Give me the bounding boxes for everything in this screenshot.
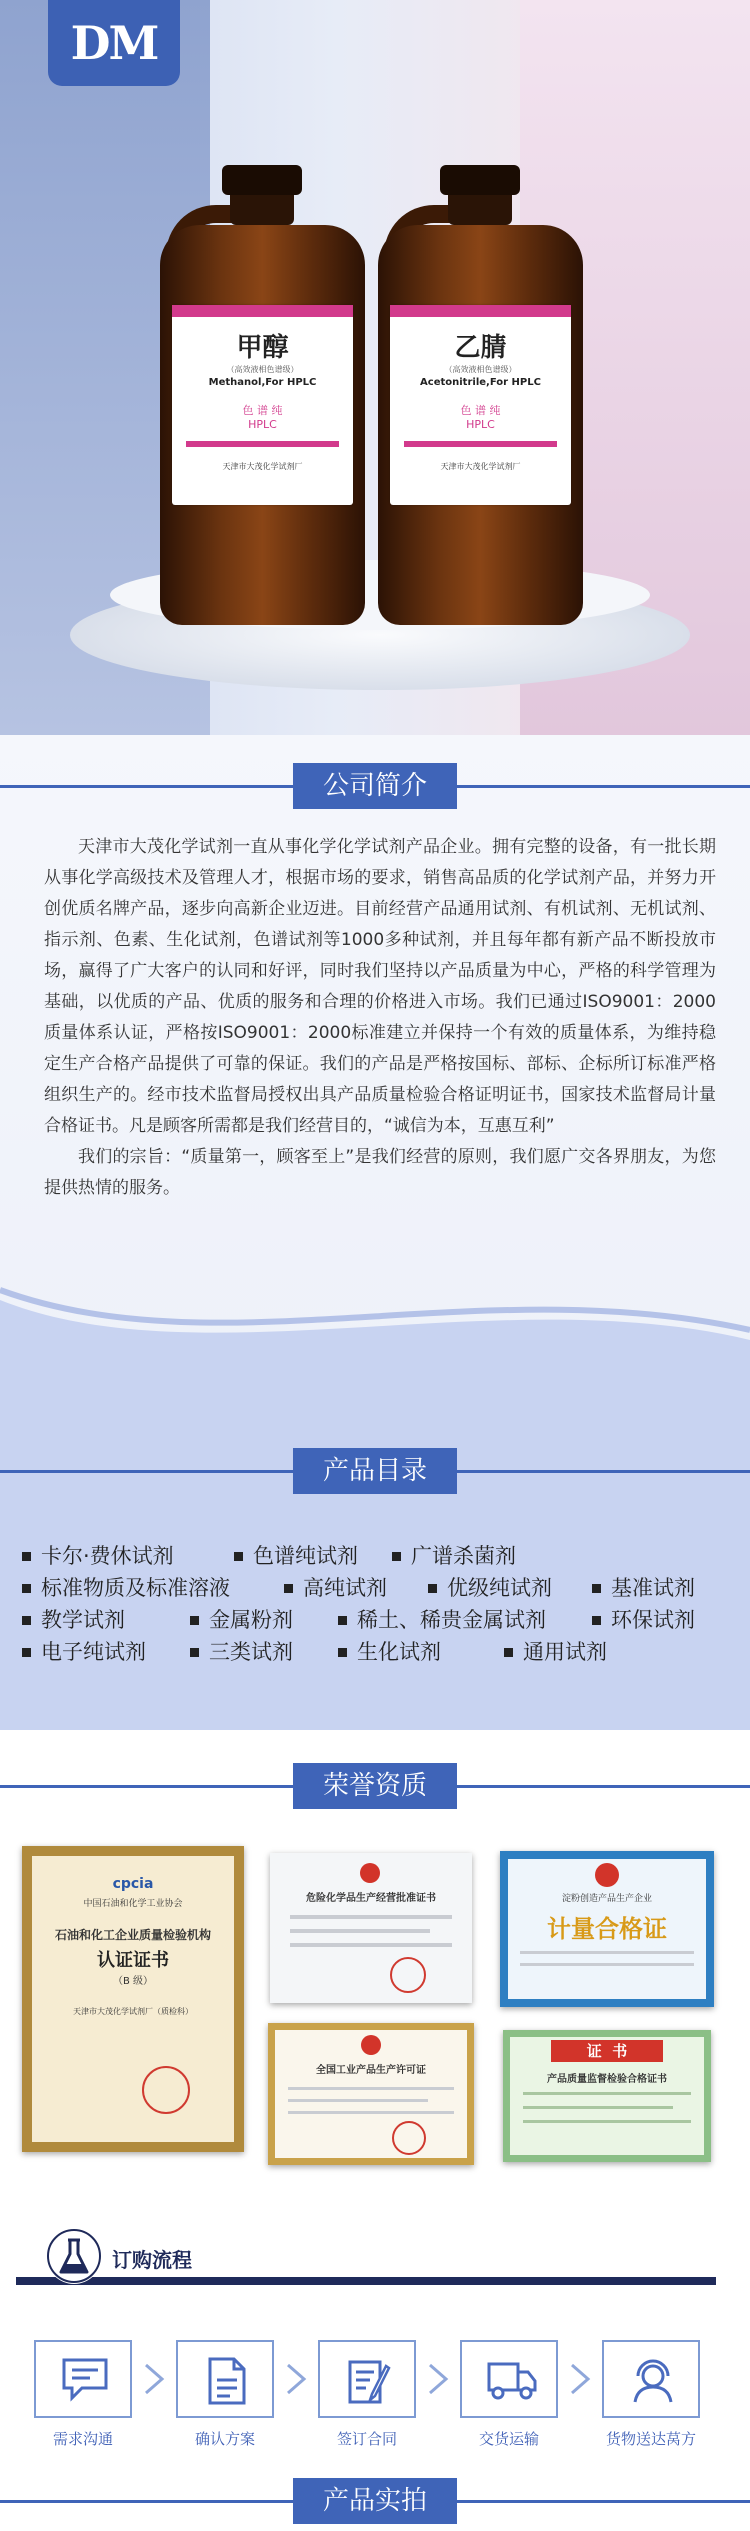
cert-name: 危险化学品生产经营批准证书 — [306, 1893, 436, 1904]
bullet-icon — [22, 1616, 31, 1625]
bullet-icon — [338, 1616, 347, 1625]
product-label: 生化试剂 — [357, 1640, 441, 1664]
label-band — [172, 305, 353, 317]
product-label: 卡尔·费休试剂 — [41, 1544, 174, 1568]
about-text — [44, 832, 716, 1204]
contract-pen-icon — [344, 2356, 394, 2406]
certificate-quality-supervision[interactable] — [503, 2030, 711, 2162]
chevron-right-icon — [426, 2362, 450, 2396]
product-label: 环保试剂 — [611, 1608, 695, 1632]
step-arrival[interactable] — [602, 2340, 700, 2418]
product-label: 稀土、稀贵金属试剂 — [357, 1608, 546, 1632]
product-label: 基准试剂 — [611, 1576, 695, 1600]
product-item[interactable] — [22, 1540, 234, 1572]
product-label: 通用试剂 — [523, 1640, 607, 1664]
cert-name: 产品质量监督检验合格证书 — [547, 2074, 667, 2085]
about-paragraph-1: 天津市大茂化学试剂一直从事化学化学试剂产品企业。拥有完整的设备，有一批长期从事化学高级技术及管理人才，根据市场的要求，销售高品质的化学试剂产品，并努力开创优质名牌产品，逐步向高新企业迈进。目前经营产品通用试剂、有机试剂、无机试剂、指示剂、色素、生化试剂，色谱试剂等1000多种试剂，并且每年都有新产品不断投放市场，赢得了广大客户的认同和好评，同时我们坚持以产品质量为中心，严格的科学管理为基础，以优质的产品、优质的服务和合理的价格进入市场。我们已通过ISO9001：2000质量体系认证，严格按ISO9001：2000标准建立并保持一个有效的质量体系，为维持稳定生产合格产品提供了可靠的保证。我们的产品是严格按国标、部标、企标所订标准严格组织生产的。经市技术监督局授权出具产品质量检验合格证明证书，国家技术监督局计量合格证书。凡是顾客所需都是我们经营目的，“诚信为本，互惠互利” — [44, 837, 716, 1136]
product-item[interactable] — [190, 1636, 338, 1668]
bottle-label — [172, 305, 353, 505]
emblem-icon — [595, 1863, 619, 1887]
cert-text-line — [288, 2087, 454, 2090]
bullet-icon — [284, 1584, 293, 1593]
label-company: 天津市大茂化学试剂厂 — [222, 462, 303, 471]
cert-name-2: 认证证书 — [97, 1950, 169, 1971]
hero-banner — [0, 0, 750, 735]
step-requirement[interactable] — [34, 2340, 132, 2418]
cert-name-1: 石油和化工企业质量检验机构 — [54, 1928, 211, 1942]
step-label-arrival: 货物送达莴方 — [605, 2430, 696, 2448]
certificate-production-license[interactable] — [268, 2023, 474, 2165]
honors-title: 荣誉资质 — [293, 1763, 457, 1809]
step-delivery-transport[interactable] — [460, 2340, 558, 2418]
product-catalog — [22, 1540, 742, 1668]
product-label: 优级纯试剂 — [447, 1576, 552, 1600]
bullet-icon — [392, 1552, 401, 1561]
label-name-en: Methanol,For HPLC — [208, 377, 317, 388]
bottle-cap — [222, 165, 302, 195]
label-bar — [186, 441, 339, 447]
label-band — [390, 305, 571, 317]
cert-holder: 天津市大茂化学试剂厂（质检科） — [73, 2007, 193, 2016]
product-item[interactable] — [234, 1540, 392, 1572]
document-icon — [202, 2356, 252, 2406]
product-label: 标准物质及标准溶液 — [41, 1576, 230, 1600]
chevron-right-icon — [284, 2362, 308, 2396]
emblem-icon — [360, 1863, 380, 1883]
cert-name: 计量合格证 — [547, 1915, 667, 1943]
label-name-en: Acetonitrile,For HPLC — [420, 377, 541, 388]
seal-icon — [390, 1957, 426, 1993]
step-confirm-plan[interactable] — [176, 2340, 274, 2418]
chevron-right-icon — [142, 2362, 166, 2396]
product-item[interactable] — [428, 1572, 592, 1604]
honors-header — [0, 1763, 750, 1809]
step-label-requirement: 需求沟通 — [52, 2430, 113, 2448]
label-grade: 色 谱 纯 — [460, 404, 501, 417]
product-label: 电子纯试剂 — [41, 1640, 146, 1664]
cert-text-line — [523, 2092, 691, 2095]
product-label: 高纯试剂 — [303, 1576, 387, 1600]
products-header — [0, 1448, 750, 1494]
product-row — [22, 1636, 742, 1668]
bullet-icon — [428, 1584, 437, 1593]
bullet-icon — [22, 1648, 31, 1657]
emblem-icon — [361, 2035, 381, 2055]
bullet-icon — [190, 1648, 199, 1657]
about-paragraph-2: 我们的宗旨：“质量第一，顾客至上”是我们经营的原则，我们愿广交各界朋友，为您提供热情的服务。 — [44, 1147, 716, 1198]
certificate-metrology[interactable] — [500, 1851, 714, 2007]
product-photo-title: 产品实拍 — [293, 2478, 457, 2524]
step-label-transport: 交货运输 — [478, 2430, 539, 2448]
cert-org: 中国石油和化学工业协会 — [83, 1899, 183, 1909]
product-item[interactable] — [22, 1572, 284, 1604]
flask-icon — [46, 2228, 102, 2284]
product-item[interactable] — [504, 1636, 607, 1668]
customer-service-icon — [628, 2356, 678, 2406]
brand-logo: DM — [48, 0, 180, 86]
product-item[interactable] — [338, 1636, 504, 1668]
product-item[interactable] — [392, 1540, 516, 1572]
step-sign-contract[interactable] — [318, 2340, 416, 2418]
bullet-icon — [234, 1552, 243, 1561]
seal-icon — [142, 2066, 190, 2114]
bottle-label — [390, 305, 571, 505]
label-grade: 色 谱 纯 — [242, 404, 283, 417]
product-item[interactable] — [284, 1572, 428, 1604]
about-title: 公司简介 — [293, 763, 457, 809]
cert-text-line — [290, 1915, 452, 1919]
cert-grade: （B 级） — [112, 1976, 154, 1987]
product-label: 教学试剂 — [41, 1608, 125, 1632]
cert-text-line — [288, 2111, 454, 2114]
bullet-icon — [22, 1584, 31, 1593]
product-item[interactable] — [22, 1636, 190, 1668]
product-label: 三类试剂 — [209, 1640, 293, 1664]
about-header — [0, 763, 750, 809]
product-photo-header — [0, 2478, 750, 2524]
product-label: 色谱纯试剂 — [253, 1544, 358, 1568]
bottle-acetonitrile — [378, 165, 583, 625]
product-row — [22, 1572, 742, 1604]
cert-text-line — [523, 2120, 691, 2123]
product-row — [22, 1540, 742, 1572]
chevron-right-icon — [568, 2362, 592, 2396]
product-label: 金属粉剂 — [209, 1608, 293, 1632]
cert-top: cpcia — [112, 1876, 154, 1892]
flow-title-bar — [16, 2277, 716, 2285]
label-hplc: HPLC — [466, 418, 495, 431]
seal-icon — [392, 2121, 426, 2155]
bullet-icon — [338, 1648, 347, 1657]
cert-text-line — [290, 1943, 452, 1947]
cert-org: 淀粉创造产品生产企业 — [561, 1894, 652, 1904]
product-label: 广谱杀菌剂 — [411, 1544, 516, 1568]
cert-text-line — [288, 2099, 428, 2102]
bullet-icon — [190, 1616, 199, 1625]
step-label-contract: 签订合同 — [336, 2430, 397, 2448]
certificate-hazardous-chemicals[interactable] — [270, 1853, 472, 2003]
label-company: 天津市大茂化学试剂厂 — [440, 462, 521, 471]
product-item[interactable] — [190, 1604, 338, 1636]
product-item[interactable] — [592, 1604, 695, 1636]
cert-text-line — [523, 2106, 673, 2109]
truck-icon — [486, 2356, 538, 2402]
label-name-cn: 乙腈 — [454, 333, 507, 363]
label-sub: （高效液相色谱级） — [444, 365, 517, 374]
label-name-cn: 甲醇 — [236, 333, 289, 363]
bottle-methanol — [160, 165, 365, 625]
product-row — [22, 1604, 742, 1636]
bullet-icon — [592, 1616, 601, 1625]
product-item[interactable] — [338, 1604, 592, 1636]
chat-icon — [60, 2356, 110, 2402]
bullet-icon — [592, 1584, 601, 1593]
products-title: 产品目录 — [293, 1448, 457, 1494]
bullet-icon — [22, 1552, 31, 1561]
label-bar — [404, 441, 557, 447]
cert-text-line — [520, 1951, 694, 1954]
flow-title: 订购流程 — [112, 2248, 192, 2272]
cert-name: 全国工业产品生产许可证 — [316, 2065, 426, 2076]
product-item[interactable] — [22, 1604, 190, 1636]
product-item[interactable] — [592, 1572, 695, 1604]
cert-head: 证 书 — [551, 2040, 663, 2062]
label-hplc: HPLC — [248, 418, 277, 431]
certificate-quality-inspection[interactable] — [22, 1846, 244, 2152]
label-sub: （高效液相色谱级） — [226, 365, 299, 374]
step-label-confirm: 确认方案 — [194, 2430, 255, 2448]
bottle-cap — [440, 165, 520, 195]
cert-text-line — [520, 1963, 694, 1966]
wave-divider — [0, 1260, 750, 1440]
cert-text-line — [290, 1929, 430, 1933]
bullet-icon — [504, 1648, 513, 1657]
